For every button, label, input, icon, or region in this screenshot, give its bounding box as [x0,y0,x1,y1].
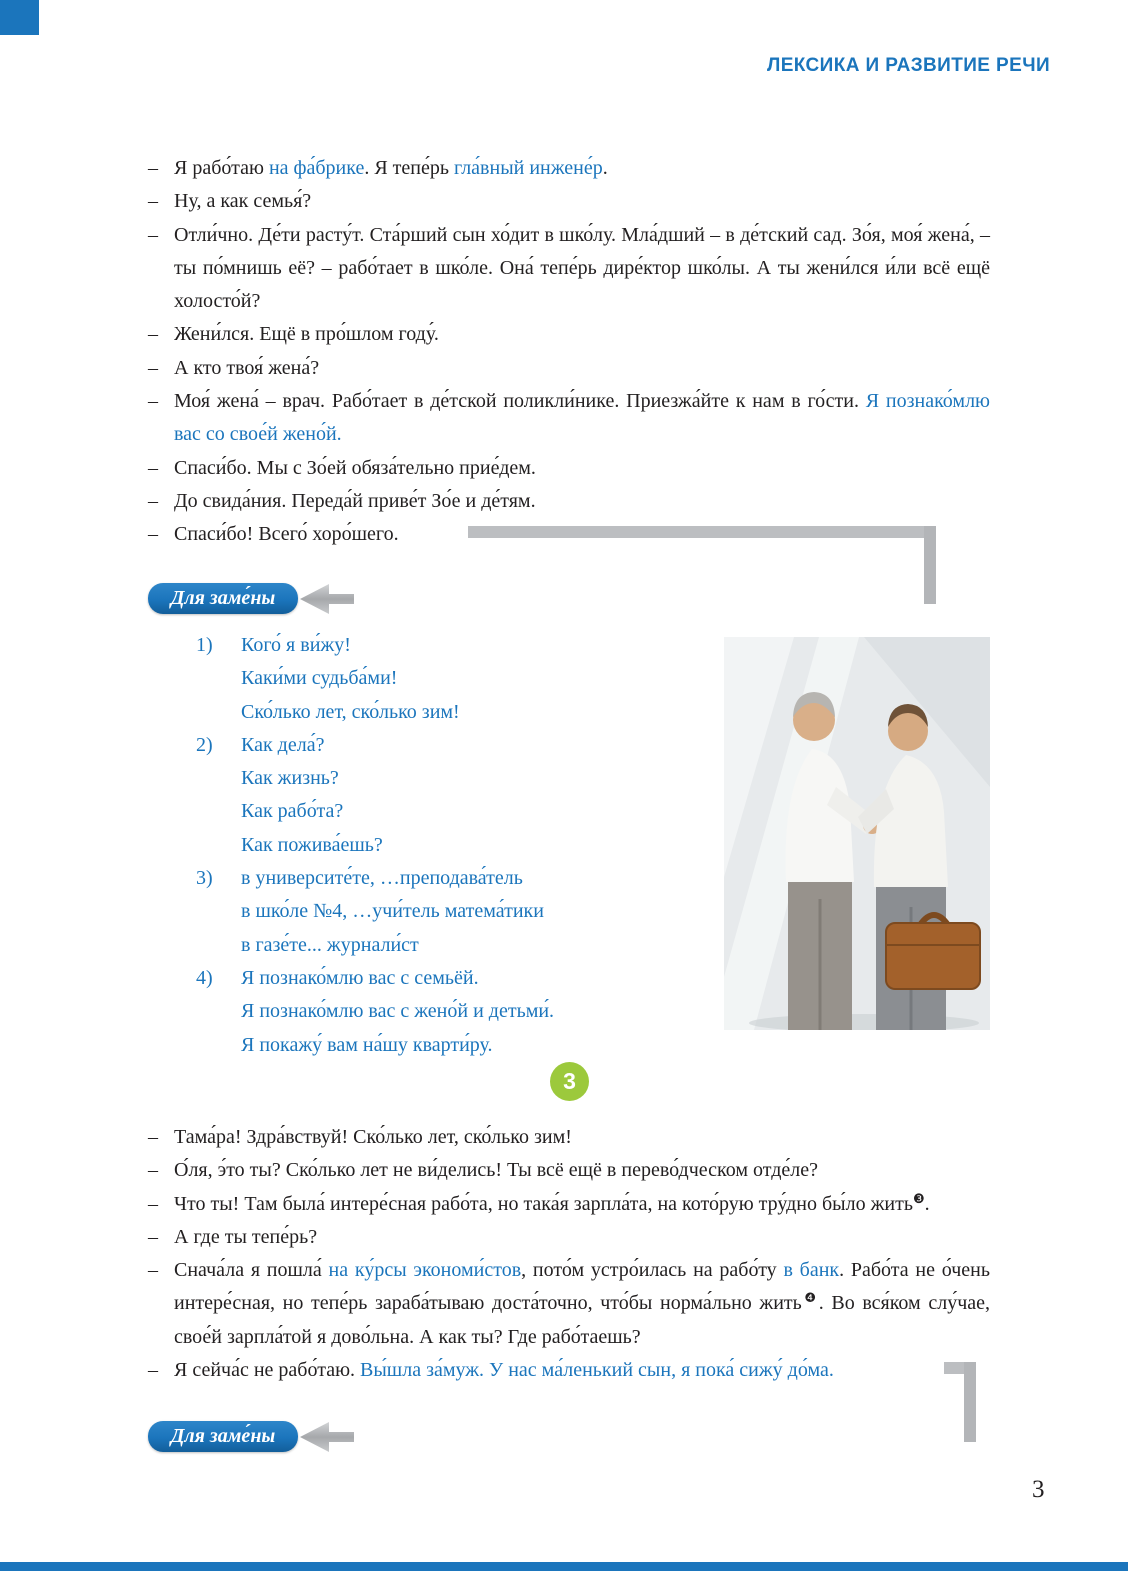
substitution-item-text: в университе́те, …преподава́тель [241,867,523,890]
dialogue-dash: – [148,1159,158,1182]
flow-connector-bottom [944,1362,976,1442]
dialogue-text [174,318,990,351]
badge-label: Для заме́ны [170,587,276,609]
left-arrow-icon [299,582,355,616]
dialogue-text [174,385,990,452]
dialogue-line [148,485,990,518]
text-run: . [924,1192,930,1215]
substitution-item-number: 3) [196,867,213,890]
dialogue-line [148,1254,990,1354]
footnote-marker: ❸ [912,1191,925,1207]
substitution-item-number [196,696,241,729]
substitution-line [196,895,696,928]
substitution-line [196,662,696,695]
substitution-item-text: Я покажу́ вам на́шу кварти́ру. [241,1033,493,1056]
substitution-item-number: 2) [196,733,213,756]
dialogue-text [174,352,990,385]
substitution-item-number [196,895,241,928]
left-arrow-icon [299,1420,355,1454]
photo-businessmen-handshake [724,637,990,1030]
substitution-item-number: 4) [196,966,213,989]
highlighted-text: гла́вный инжене́р [454,157,603,179]
text-run: Я сейча́с не рабо́таю. [174,1359,361,1382]
substitution-line [196,795,696,828]
dialogue-dash: – [148,1192,158,1215]
substitution-item-text: Как пожива́ешь? [241,833,383,856]
substitution-line [196,762,696,795]
substitution-item-text: в газе́те... журнали́ст [241,933,419,956]
dialogue-1 [148,152,990,552]
substitution-badge-1 [148,583,298,614]
substitution-item-number [196,662,241,695]
dialogue-dash: – [148,390,158,413]
substitution-item-text: Как дела́? [241,733,325,756]
text-run: Отли́чно. Де́ти расту́т. Ста́рший сын хо́дит в шко́лу. Мла́дший – в де́тский сад. Зо́я, моя́ жена́, – ты по́мнишь её? – рабо́тает в шко́ле. Она́ тепе́рь дире́ктор шко́лы. А ты жени́лся и́ли всё ещё холосто́й? [174,223,990,313]
dialogue-line [148,1121,990,1154]
dialogue-text [174,1154,990,1187]
text-run: , пото́м устро́илась на рабо́ту [521,1259,784,1282]
dialogue-dash: – [148,190,158,213]
corner-accent-block [0,0,39,35]
highlighted-text: Я познако́млю вас со свое́й жено́й. [174,390,991,446]
highlighted-text: на фа́брике [268,157,365,179]
text-run: . Я тепе́рь [364,157,454,179]
dialogue-dash: – [148,456,158,479]
substitution-line [196,995,696,1028]
dialogue-2 [148,1121,990,1387]
dialogue-text [174,1254,990,1354]
text-run: А кто твоя́ жена́? [174,356,320,379]
substitution-item-number [196,762,241,795]
highlighted-text: на ку́рсы экономи́стов [328,1259,522,1282]
dialogue-text [174,1188,990,1221]
dialogue-text [174,152,990,185]
dialogue-text [174,185,990,218]
highlighted-text: Вы́шла за́муж. У нас ма́ленький сын, я пока́ сижу́ до́ма. [360,1359,834,1382]
text-run: Ну, а как семья́? [174,190,312,213]
dialogue-dash: – [148,1126,158,1148]
substitution-line [196,862,696,895]
substitution-line [196,1029,696,1062]
dialogue-line [148,185,990,218]
bottom-accent-bar [0,1562,1128,1571]
dialogue-line [148,219,990,319]
section-number-badge [550,1062,589,1101]
substitution-line [196,929,696,962]
dialogue-dash: – [148,157,158,179]
page-header: ЛЕКСИКА И РАЗВИТИЕ РЕЧИ [766,55,1050,76]
dialogue-line [148,1354,990,1387]
page-number: 3 [1032,1476,1045,1503]
dialogue-dash: – [148,1259,158,1282]
substitution-line [196,696,696,729]
substitution-item-text: Я познако́млю вас с семьёй. [241,966,479,989]
substitution-badge-2 [148,1421,298,1452]
substitution-item-text: Кого́ я ви́жу! [241,634,351,656]
text-run: Тама́ра! Здра́вствуй! Ско́лько лет, ско́лько зим! [174,1126,572,1148]
text-run: Спаси́бо! Всего́ хоро́шего. [174,523,399,546]
dialogue-line [148,385,990,452]
dialogue-text [174,1354,990,1387]
text-run: Моя́ жена́ – врач. Рабо́тает в де́тской поликли́нике. Приезжа́йте к нам в го́сти. [174,390,866,413]
text-run: До свида́ния. Переда́й приве́т Зо́е и де́тям. [174,489,536,512]
substitution-line [196,962,696,995]
substitution-item-number [196,995,241,1028]
dialogue-line [148,452,990,485]
substitution-line [196,629,696,662]
substitution-line [196,729,696,762]
text-run: О́ля, э́то ты? Ско́лько лет не ви́делись! Ты всё ещё в перево́дческом отде́ле? [174,1159,819,1182]
substitution-item-text: в шко́ле №4, …учи́тель матема́тики [241,900,544,923]
substitution-item-text: Я познако́млю вас с жено́й и детьми́. [241,1000,555,1023]
substitution-item-text: Каки́ми судьба́ми! [241,667,398,690]
substitution-item-number: 1) [196,634,213,656]
dialogue-text [174,485,990,518]
highlighted-text: в банк [783,1259,840,1282]
substitution-item-text: Как жизнь? [241,767,339,790]
dialogue-line [148,352,990,385]
dialogue-dash: – [148,356,158,379]
text-run: Жени́лся. Ещё в про́шлом году́. [174,323,439,346]
dialogue-line [148,1221,990,1254]
dialogue-dash: – [148,223,158,246]
text-run: . Во вся́ком слу́чае, свое́й зарпла́той я дово́льна. А как ты? Где рабо́таешь? [174,1292,991,1348]
text-run: А где ты тепе́рь? [174,1225,318,1248]
dialogue-dash: – [148,1359,158,1382]
dialogue-line [148,152,990,185]
footnote-marker: ❹ [801,1291,819,1307]
dialogue-line [148,1154,990,1187]
text-run: . Рабо́та не о́чень интере́сная, но тепе́рь зараба́тываю доста́точно, что́бы норма́льно жить [174,1259,991,1315]
dialogue-line [148,1188,990,1221]
substitution-item-number [196,929,241,962]
text-run: Что ты! Там была́ интере́сная рабо́та, но така́я зарпла́та, на кото́рую тру́дно бы́ло жить [174,1192,913,1215]
dialogue-dash: – [148,323,158,346]
dialogue-dash: – [148,523,158,546]
text-run: Я рабо́таю [174,157,269,179]
substitution-item-number [196,829,241,862]
dialogue-text [174,1221,990,1254]
dialogue-text [174,1121,990,1154]
dialogue-line [148,318,990,351]
flow-connector-top [468,526,936,604]
text-run: . [602,157,608,179]
handshake-photo-illustration [724,637,990,1030]
dialogue-text [174,219,990,319]
substitution-item-number [196,795,241,828]
section-number: 3 [563,1068,576,1094]
dialogue-text [174,452,990,485]
dialogue-dash: – [148,1225,158,1248]
substitution-item-text: Ско́лько лет, ско́лько зим! [241,700,460,723]
text-run: Спаси́бо. Мы с Зо́ей обяза́тельно прие́дем. [174,456,536,479]
dialogue-dash: – [148,489,158,512]
substitution-item-text: Как рабо́та? [241,800,344,823]
substitution-item-number [196,1029,241,1062]
badge-label: Для заме́ны [170,1425,276,1447]
substitution-line [196,829,696,862]
text-run: Снача́ла я пошла́ [174,1259,329,1282]
substitution-list [196,629,696,1062]
